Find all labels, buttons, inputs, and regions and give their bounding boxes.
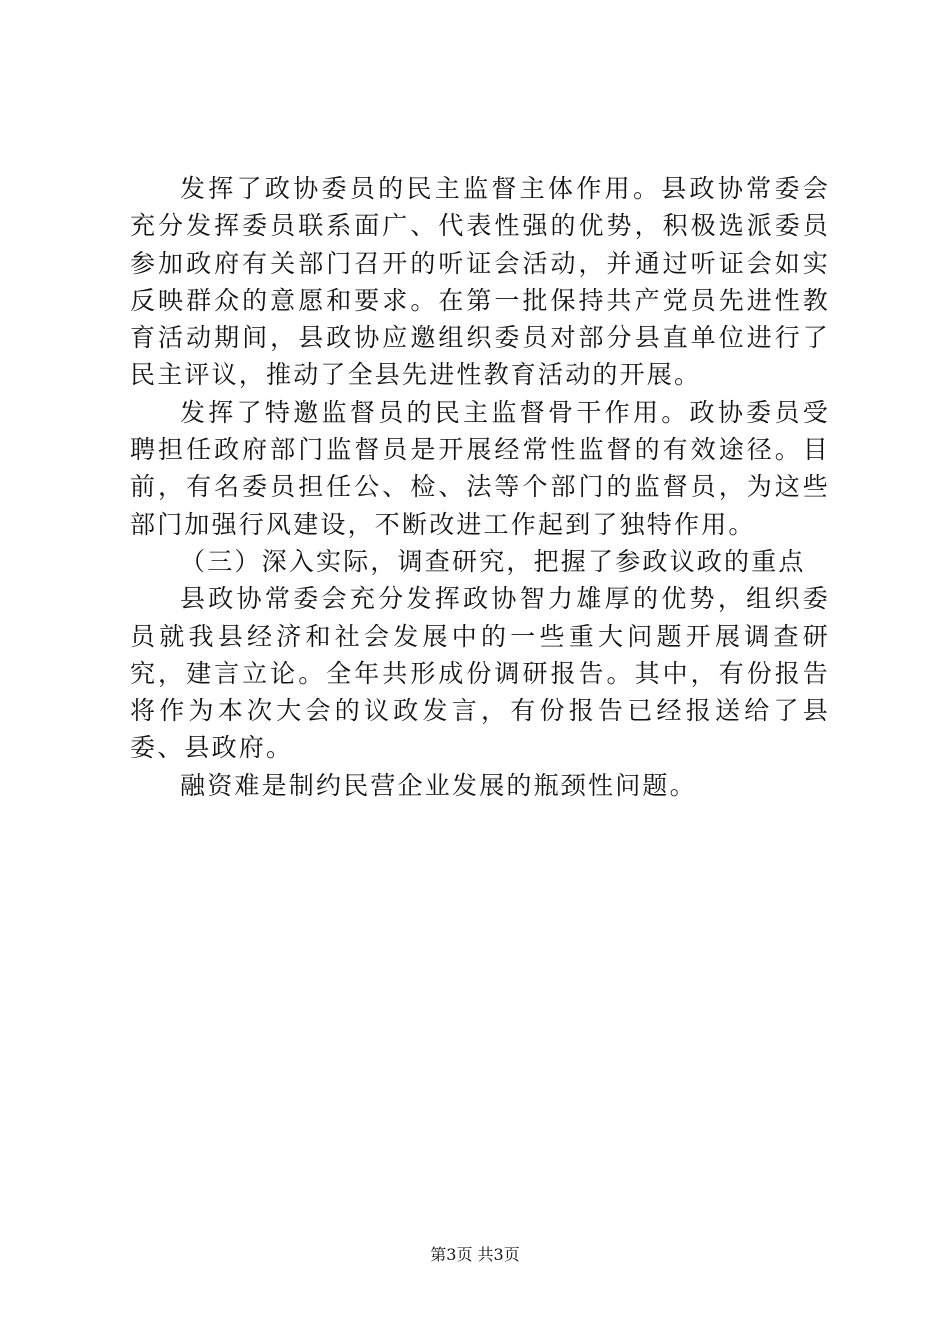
- document-body: [130, 170, 830, 804]
- paragraph-financing: 融资难是制约民营企业发展的瓶颈性问题。: [180, 770, 697, 800]
- page-number-footer: 第3页 共3页: [430, 1245, 520, 1264]
- paragraph-special-supervisors: 发挥了特邀监督员的民主监督骨干作用。政协委员受聘担任政府部门监督员是开展经常性监督的有效途径。目前，有名委员担任公、检、法等个部门的监督员，为这些部门加强行风建设，不断改进工作起到了独特作用。: [130, 397, 830, 539]
- paragraph-research-reports: 县政协常委会充分发挥政协智力雄厚的优势，组织委员就我县经济和社会发展中的一些重大问题开展调查研究，建言立论。全年共形成份调研报告。其中，有份报告将作为本次大会的议政发言，有份报告已经报送给了县委、县政府。: [130, 584, 830, 763]
- section-heading-research: （三）深入实际，调查研究，把握了参政议政的重点: [180, 546, 806, 576]
- paragraph-democratic-supervision: 发挥了政协委员的民主监督主体作用。县政协常委会充分发挥委员联系面广、代表性强的优势，积极选派委员参加政府有关部门召开的听证会活动，并通过听证会如实反映群众的意愿和要求。在第一批保持共产党员先进性教育活动期间，县政协应邀组织委员对部分县直单位进行了民主评议，推动了全县先进性教育活动的开展。: [130, 174, 830, 390]
